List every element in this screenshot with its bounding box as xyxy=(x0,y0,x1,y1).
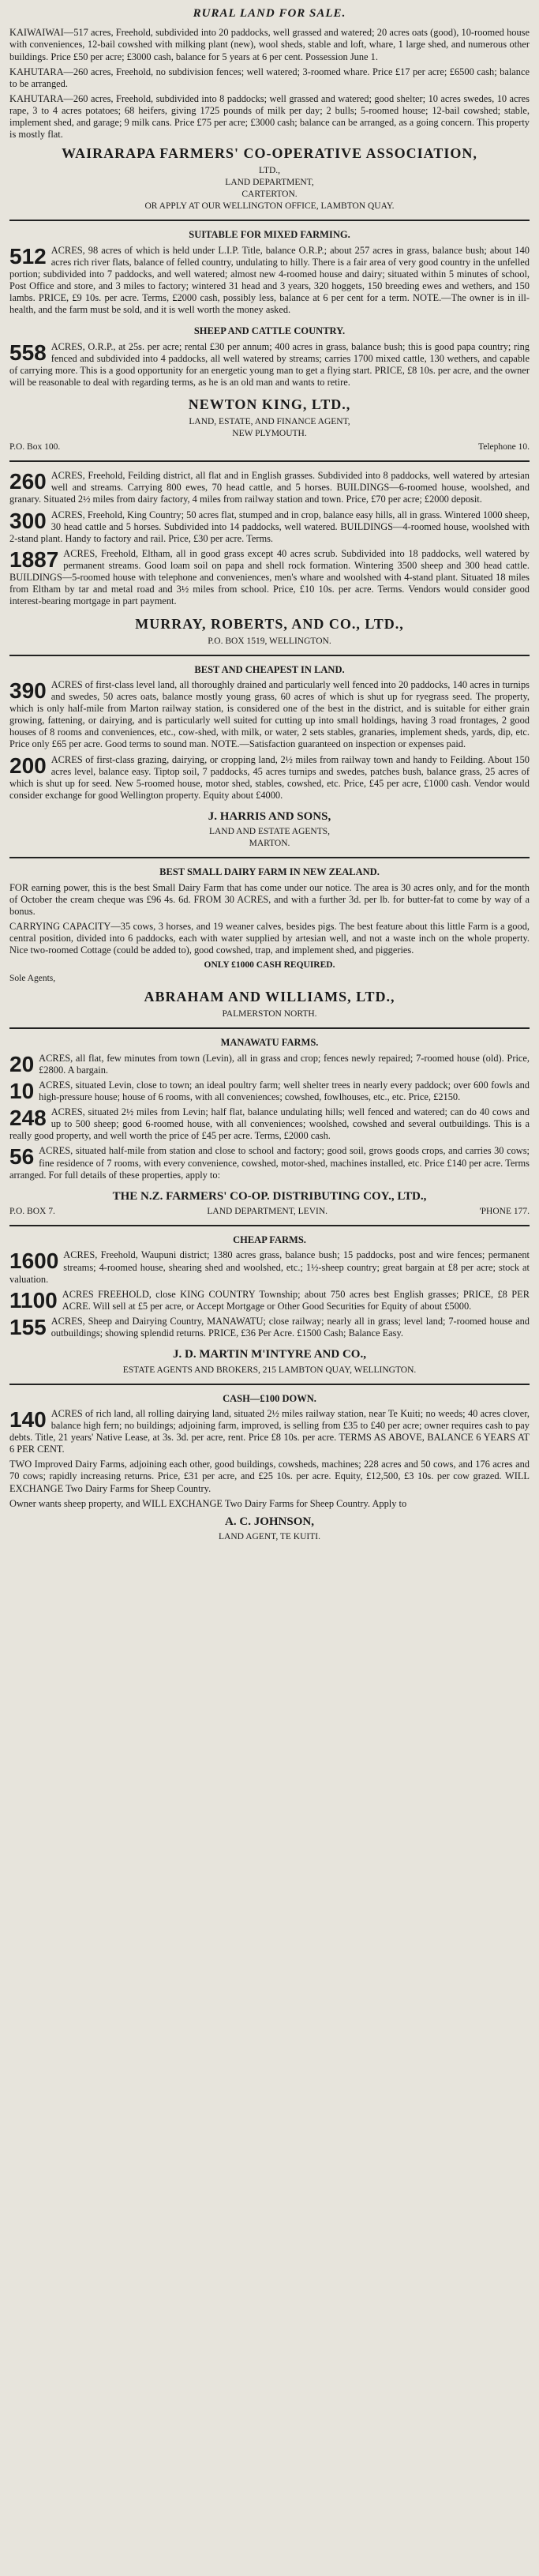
harris-block xyxy=(9,664,530,850)
acre-number: 140 xyxy=(9,1406,47,1432)
divider xyxy=(9,857,530,858)
firm-name: WAIRARAPA FARMERS' CO-OPERATIVE ASSOCIATION, xyxy=(62,145,477,162)
acre-number: 1887 xyxy=(9,546,59,572)
acre-number: 200 xyxy=(9,753,47,778)
acre-number: 390 xyxy=(9,678,47,703)
nz-farmers-block xyxy=(9,1037,530,1217)
section-heading: BEST SMALL DAIRY FARM IN NEW ZEALAND. xyxy=(159,866,380,878)
po-box: P.O. Box 100. xyxy=(9,442,61,452)
acre-number: 20 xyxy=(9,1051,35,1076)
ad-text: CARRYING CAPACITY—35 cows, 3 horses, and 19 weaner calves, besides pigs. The best feature about this little Farm is a good, central position, divided into 6 paddocks, each with water supplied by artesian well, and not a waste inch on the whole property. Nice two-roomed Cottage (could be added to), good cowshed, trap, and implement shed, and piggeries. xyxy=(9,920,530,956)
firm-ltd: LTD., xyxy=(258,166,281,176)
cash-required: ONLY £1000 CASH REQUIRED. xyxy=(204,960,335,971)
acre-number: 56 xyxy=(9,1144,35,1170)
firm-sub: LAND AND ESTATE AGENTS, xyxy=(208,827,331,837)
ad-text: 1887 ACRES, Freehold, Eltham, all in good grass except 40 acres scrub. Subdivided into 18 paddocks, well watered by permanent streams. Good loam soil on papa and shell rock formation. Wintering 3500 sheep and 300 head cattle. BUILDINGS—5-roomed house with telephone and conveniences, men's whare and woolshed with 4-stand plant. Situated 18 miles from Eltham by tar and metal road and 3½ miles from school. Price, £10 10s. per acre. Terms. Vendors would consider good interest-bearing mortgage in part payment. xyxy=(9,546,530,607)
wairarapa-block xyxy=(9,27,530,212)
firm-name: J. HARRIS AND SONS, xyxy=(208,810,331,824)
ad-text: 390 ACRES of first-class level land, all thoroughly drained and particularly well fenced into 20 paddocks, 140 acres in turnips and swedes, 50 acres oats, balance mostly young grass, 60 acres of which is shut up for ryegrass seed. The property, which is only half-mile from Marton railway station, is considered one of the best in the district, and is suitable for either grain growing, fattening, or dairying, and is particularly well suited for cutting up into small holdings, having 3 road frontages, 2 good houses of 8 rooms and conveniences, etc., cow-shed, with milk, or water, 2 sets stables, granaries, implement sheds, yards, dip, etc. Price only £65 per acre. Good terms to sound man. NOTE.—Satisfaction guaranteed on inspection or expenses paid. xyxy=(9,678,530,750)
section-heading: BEST AND CHEAPEST IN LAND. xyxy=(194,663,345,675)
ad-text: KAHUTARA—260 acres, Freehold, subdivided into 8 paddocks; well grassed and watered; good shelter; 10 acres swedes, 10 acres rape, 3 to 4 acres potatoes; 68 heifers, giving 1725 pounds of milk per day; 2 bulls; 5-roomed house; 12-bail cowshed; stable, implement shed, and garage; 9 milk cans. Price £75 per acre; £3000 cash; balance can be arranged, as a going concern. This property is mostly flat. xyxy=(9,92,530,141)
divider xyxy=(9,655,530,656)
divider xyxy=(9,220,530,221)
firm-name: ABRAHAM AND WILLIAMS, LTD., xyxy=(144,989,395,1005)
ad-text: 140 ACRES of rich land, all rolling dairying land, situated 2½ miles railway station, near Te Kuiti; no weeds; 40 acres clover, balance high fern; no buildings; adjoining farm, improved, is selling from £35 to £40 per acre; owner requires cash to pay debts. Title, 21 years' Native Lease, at 3s. 3d. per acre, rent. Price £8 10s. per acre. TERMS AS ABOVE, BALANCE 6 YEARS AT 6 PER CENT. xyxy=(9,1406,530,1455)
acre-number: 512 xyxy=(9,243,47,268)
ad-text: 20 ACRES, all flat, few minutes from town (Levin), all in grass and crop; fences newly repaired; 7-roomed house (old). Price, £2800. A bargain. xyxy=(9,1051,530,1076)
section-heading: CASH—£100 DOWN. xyxy=(223,1392,316,1404)
ad-text: KAHUTARA—260 acres, Freehold, no subdivision fences; well watered; 3-roomed whare. Price £17 per acre; £6500 cash; balance to be arranged. xyxy=(9,66,530,89)
ad-text: Owner wants sheep property, and WILL EXCHANGE Two Dairy Farms for Sheep Country. Apply to xyxy=(9,1497,407,1509)
divider xyxy=(9,1027,530,1029)
ad-text: 300 ACRES, Freehold, King Country; 50 acres flat, stumped and in crop, balance easy hills, all in grass. Wintered 1000 sheep, 30 head cattle and 5 horses. Subdivided into 14 paddocks, well watered. BUILDINGS—4-roomed house, woolshed with 2-stand plant. Handy to factory and rail. Price, £30 per acre. Terms. xyxy=(9,508,530,544)
section-heading: SHEEP AND CATTLE COUNTRY. xyxy=(193,325,346,337)
ad-text: 260 ACRES, Freehold, Feilding district, all flat and in English grasses. Subdivided into 8 paddocks, well watered by artesian well and streams. Carrying 800 ewes, 70 head cattle, and 5 horses. BUILDINGS—6-roomed house, woolshed, and granary. Situated 2½ miles from dairy factory, 4 miles from railway station and town. Price, £70 per acre; £2000 deposit. xyxy=(9,469,530,505)
divider xyxy=(9,1384,530,1385)
firm-town: NEW PLYMOUTH. xyxy=(232,429,307,439)
acre-number: 248 xyxy=(9,1106,47,1131)
acre-number: 1100 xyxy=(9,1287,58,1312)
firm-name: NEWTON KING, LTD., xyxy=(188,396,351,413)
firm-name: MURRAY, ROBERTS, AND CO., LTD., xyxy=(135,615,404,632)
firm-dept: LAND DEPARTMENT, xyxy=(225,178,314,188)
firm-town: CARTERTON. xyxy=(241,190,298,200)
acre-number: 260 xyxy=(9,469,47,494)
firm-sub: ESTATE AGENTS AND BROKERS, 215 LAMBTON QUAY, WELLINGTON. xyxy=(122,1365,417,1375)
po-box: P.O. BOX 1519, WELLINGTON. xyxy=(208,636,331,646)
ad-text: KAIWAIWAI—517 acres, Freehold, subdivided into 20 paddocks, well grassed and watered; 20 acres oats (good), 10-roomed house with conveniences, 12-bail cowshed with milking plant (new), wool sheds, stable and loft, whare, 1 large shed, and numerous other buildings. Price £50 per acre; £3000 cash, balance for 5 years at 6 per cent. Possession June 1. xyxy=(9,27,530,62)
acre-number: 10 xyxy=(9,1078,35,1103)
acre-number: 155 xyxy=(9,1315,47,1340)
divider xyxy=(9,1225,530,1226)
ad-text: TWO Improved Dairy Farms, adjoining each other, good buildings, cowsheds, machines; 228 acres and 50 cows, and 176 acres and 70 cows; rapidly increasing returns. Price, £31 per acre, and £25 10s. per acre. Equity, £12,500, £3 10s. per cow grazed. WILL EXCHANGE Two Dairy Farms for Sheep Country. xyxy=(9,1459,530,1494)
martin-block xyxy=(9,1234,530,1375)
page-header: RURAL LAND FOR SALE. xyxy=(193,7,346,20)
sole-agents: Sole Agents, xyxy=(9,974,56,984)
firm-sub: LAND AGENT, TE KUITI. xyxy=(219,1532,320,1542)
firm-name: THE N.Z. FARMERS' CO-OP. DISTRIBUTING COY., LTD., xyxy=(112,1189,427,1203)
divider xyxy=(9,460,530,462)
ad-text: 155 ACRES, Sheep and Dairying Country, MANAWATU; close railway; nearly all in grass; level land; 7-roomed house and outbuildings; showing splendid returns. PRICE, £36 Per Acre. £1500 Cash; Balance Easy. xyxy=(9,1315,530,1340)
ad-text: 248 ACRES, situated 2½ miles from Levin; half flat, balance undulating hills; well fenced and watered; can do 40 cows and up to 500 sheep; good 6-roomed house, with all conveniences; woolshed, cowshed and several outbuildings. This is a really good property, and well worth the price of £45 per acre. Terms, £2000 cash. xyxy=(9,1106,530,1142)
ad-text: 10 ACRES, situated Levin, close to town; an ideal poultry farm; well shelter trees in nearly every paddock; over 600 fowls and high-pressure house; house of 6 rooms, with all conveniences; cowshed, fowlhouses, etc., etc. Price, £2150. xyxy=(9,1078,530,1103)
acre-number: 1600 xyxy=(9,1249,59,1274)
phone: 'PHONE 177. xyxy=(479,1207,530,1217)
firm-name: A. C. JOHNSON, xyxy=(225,1515,314,1528)
ad-text: 512 ACRES, 98 acres of which is held under L.I.P. Title, balance O.R.P.; about 257 acres in grass, balance bush; about 140 acres rich river flats, balance of felled country, undulating to hilly. There is a fair area of very good country in the unfelled portion; subdivided into 7 paddocks, and well watered; almost new 4-roomed house and dairy; situated within 5 minutes of school, Post Office and store, and 3 miles to factory; wintered 31 head and 3 years, 320 hoggets, 150 breeding ewes and wethers, and 150 lambs. PRICE, £9 10s. per acre. Terms, £2000 cash, possibly less, balance at 6 per cent for a term. NOTE.—The owner is in ill-health, and the farm must be sold, and it is well worth the money asked. xyxy=(9,243,530,316)
section-heading: CHEAP FARMS. xyxy=(233,1234,306,1246)
johnson-block xyxy=(9,1393,530,1543)
firm-sub: LAND, ESTATE, AND FINANCE AGENT, xyxy=(189,417,350,427)
section-heading: SUITABLE FOR MIXED FARMING. xyxy=(189,229,350,241)
ad-text: 1100 ACRES FREEHOLD, close KING COUNTRY Township; about 750 acres best English grasses; PRICE, £8 PER ACRE. Will sell at £5 per acre, or Accept Mortgage or Other Good Securities for Equity of about £5000. xyxy=(9,1287,530,1312)
contact-row xyxy=(9,1206,530,1217)
ad-text: FOR earning power, this is the best Small Dairy Farm that has come under our notice. The area is 30 acres only, and for the month of October the cream cheque was £96 4s. 6d. FROM 30 ACRES, and with a further 3d. per lb. for butter-fat to come by way of a bonus. xyxy=(9,881,530,917)
murray-block xyxy=(9,470,530,646)
firm-apply: OR APPLY AT OUR WELLINGTON OFFICE, LAMBTON QUAY. xyxy=(144,201,395,212)
ad-text: 1600 ACRES, Freehold, Waupuni district; 1380 acres grass, balance bush; 15 paddocks, post and wire fences; permanent streams; 4-roomed house, shearing shed and woolshed, etc.; 1½-sheep country; great bargain at £8 per acre; stock at valuation. xyxy=(9,1249,530,1285)
ad-text: 200 ACRES of first-class grazing, dairying, or cropping land, 2½ miles from railway town and handy to Feilding. About 150 acres level, balance easy. Tiptop soil, 7 paddocks, 45 acres turnips and swedes, patches bush, balance grass, 25 acres of which is shut up for seed. New 5-roomed house, motor shed, stables, cowshed, etc. Price, £45 per acre, £1000 cash. Vendor would consider exchange for good Wellington property. Equity about £4000. xyxy=(9,753,530,801)
po-box: P.O. BOX 7. xyxy=(9,1207,55,1217)
acre-number: 558 xyxy=(9,340,47,365)
newton-block xyxy=(9,229,530,452)
firm-name: J. D. MARTIN M'INTYRE AND CO., xyxy=(173,1348,366,1361)
ad-text: 558 ACRES, O.R.P., at 25s. per acre; rental £30 per annum; 400 acres in grass, balance bush; this is good papa country; ring fenced and subdivided into 4 paddocks, all well watered by streams; carries 1700 mixed cattle, 130 wethers, and capable of carrying more. This is a good opportunity for an energetic young man to get a flying start. PRICE, £8 10s. per acre, and the owner will be reasonable to deal with regarding terms, as he is an old man and wants to retire. xyxy=(9,340,530,389)
firm-town: MARTON. xyxy=(249,839,290,849)
section-heading: MANAWATU FARMS. xyxy=(220,1037,319,1049)
firm-town: PALMERSTON NORTH. xyxy=(222,1009,317,1020)
abraham-block xyxy=(9,866,530,1020)
phone: Telephone 10. xyxy=(478,442,530,452)
acre-number: 300 xyxy=(9,508,47,533)
ad-text: 56 ACRES, situated half-mile from station and close to school and factory; good soil, grows goods crops, and carries 30 cows; fine residence of 7 rooms, with every convenience, cowshed, motor-shed, machines installed, etc. Price £140 per acre. Terms arranged. For full details of these properties, apply to: xyxy=(9,1144,530,1181)
firm-dept: LAND DEPARTMENT, LEVIN. xyxy=(207,1207,328,1217)
contact-row xyxy=(9,441,530,452)
